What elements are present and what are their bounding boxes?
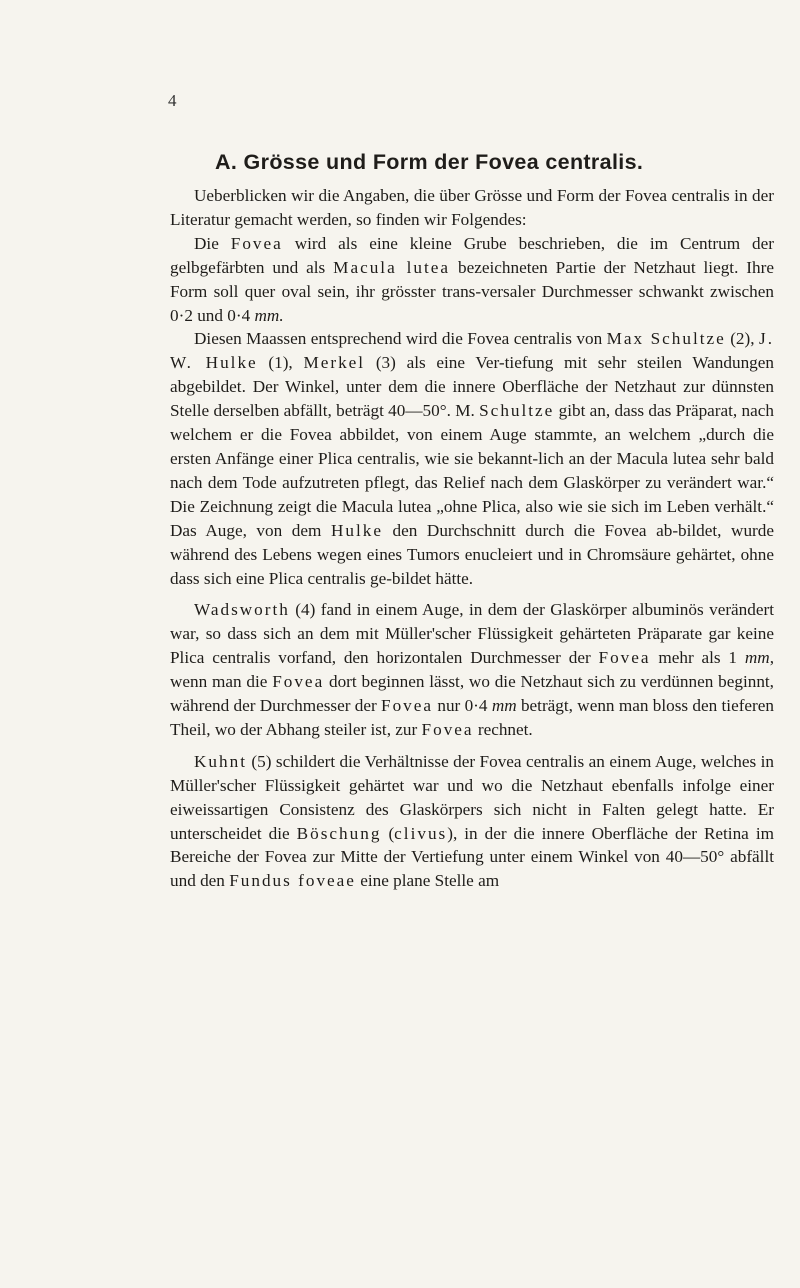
spaced-name: Fovea <box>272 672 325 692</box>
text-segment: Die <box>194 233 231 253</box>
text-segment: den Durchschnitt durch die Fovea ab-bildet, wurde während des Lebens wegen eines Tumors enucleiert und in Chromsäure gehärtet, ohne dass sich eine Plica centralis ge-bildet hätte. <box>170 520 774 588</box>
spaced-name: Böschung <box>296 823 382 843</box>
text-segment: (3) als eine Ver-tiefung mit sehr steilen Wandungen abgebildet. Der Winkel, unter dem die innere Oberfläche der Netzhaut zur dünnsten Stelle derselben abfällt, beträgt 40—50°. M. <box>170 353 774 421</box>
text-segment: gibt an, dass das Präparat, nach welchem er die Fovea abbildet, von einem Auge stammte, an welchem „durch die ersten Anfänge einer Plica centralis, wie sie bekannt-lich an der Macula lutea sehr bald nach dem Tode aufzutreten pflegt, das Relief nach dem Glaskörper zu verändert war.“ Die Zeichnung zeigt die Macula lutea „ohne Plica, also wie sie sich im Leben verhält.“ Das Auge, von dem <box>170 401 774 540</box>
italic-unit: mm. <box>254 305 284 325</box>
section-heading: A. Grösse und Form der Fovea centralis. <box>215 150 644 175</box>
body-text <box>170 184 774 893</box>
page-number: 4 <box>168 91 177 110</box>
text-segment: ( <box>381 823 395 843</box>
spaced-name: Fundus foveae <box>229 871 356 891</box>
text-segment: Diesen Maassen entsprechend wird die Fovea centralis von <box>194 329 607 349</box>
spaced-name: Fovea <box>598 648 651 668</box>
text-segment: nur 0·4 <box>433 696 492 716</box>
spaced-name: Max Schultze <box>606 329 726 349</box>
spaced-name: Merkel <box>303 353 366 373</box>
spaced-name: Fovea <box>230 233 283 253</box>
text-segment: , wenn man die <box>170 648 774 692</box>
spaced-name: Fovea <box>421 719 474 739</box>
spaced-name: Wadsworth <box>194 600 290 620</box>
text-segment: rechnet. <box>473 719 533 739</box>
spaced-name: J. W. Hulke <box>170 329 774 373</box>
text-segment: ), in der die innere Oberfläche der Retina im Bereiche der Fovea zur Mitte der Vertiefung unter einem Winkel von 40—50° abfällt und den <box>170 823 774 891</box>
spaced-name: Kuhnt <box>194 751 247 771</box>
text-segment: (1), <box>257 353 304 373</box>
paragraph <box>170 184 774 232</box>
text-segment: dort beginnen lässt, wo die Netzhaut sich zu verdünnen beginnt, während der Durchmesser der <box>170 672 774 716</box>
italic-unit: mm <box>744 648 770 668</box>
paragraph <box>170 750 774 893</box>
paragraph <box>170 232 774 328</box>
text-segment: mehr als 1 <box>650 648 745 668</box>
text-segment: beträgt, wenn man bloss den tieferen Theil, wo der Abhang steiler ist, zur <box>170 696 774 739</box>
text-segment: bezeichneten Partie der Netzhaut liegt. Ihre Form soll quer oval sein, ihr grösster trans-versaler Durchmesser schwankt zwischen 0·2 und 0·4 <box>170 257 774 325</box>
text-segment: eine plane Stelle am <box>355 871 500 891</box>
text-segment: (5) schildert die Verhältnisse der Fovea centralis an einem Auge, welches in Müller'scher Flüssigkeit gehärtet war und wo die Netzhaut ebenfalls infolge einer eiweissartigen Consistenz des Glaskörpers sich nicht in Falten gelegt hatte. Er unterscheidet die <box>170 751 774 843</box>
text-segment: (2), <box>725 329 759 349</box>
spaced-name: Schultze <box>479 401 555 421</box>
text-segment: Ueberblicken wir die Angaben, die über Grösse und Form der Fovea centralis in der Literatur gemacht werden, so finden wir Folgendes: <box>170 186 774 229</box>
italic-unit: mm <box>491 696 517 716</box>
paragraph <box>170 598 774 741</box>
spaced-name: Fovea <box>381 696 434 716</box>
paragraph <box>170 327 774 590</box>
spaced-name: Macula lutea <box>333 257 451 277</box>
text-segment: wird als eine kleine Grube beschrieben, die im Centrum der gelbgefärbten und als <box>170 233 774 277</box>
text-segment: (4) fand in einem Auge, in dem der Glaskörper albuminös verändert war, so dass sich an dem mit Müller'scher Flüssigkeit gehärteten Präparate gar keine Plica centralis vorfand, den horizontalen Durchmesser der <box>170 600 774 668</box>
spaced-name: clivus <box>394 823 448 843</box>
spaced-name: Hulke <box>330 520 383 540</box>
